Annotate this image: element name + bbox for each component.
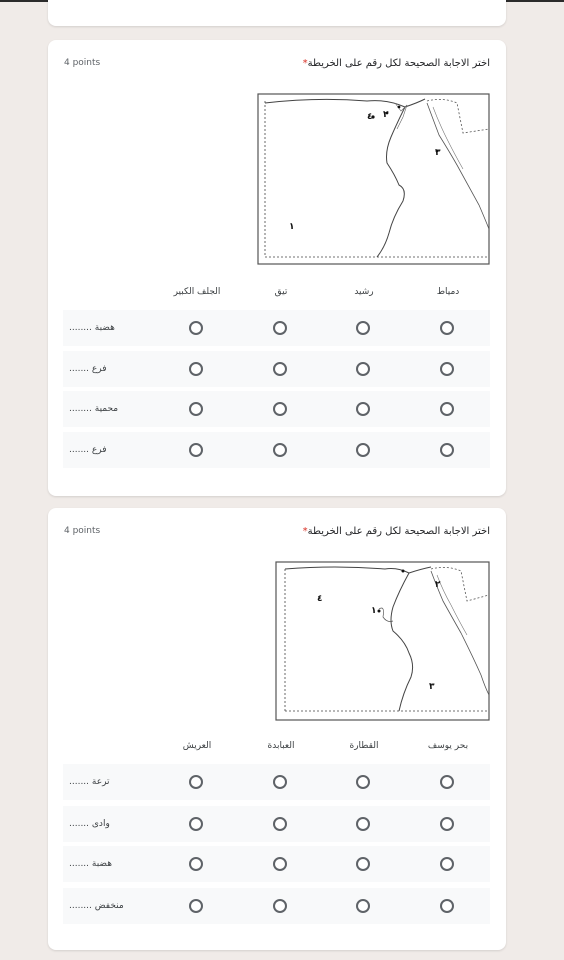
radio-option[interactable]: [440, 857, 454, 871]
required-asterisk: *: [302, 58, 308, 69]
question-title-text: اختر الاجابة الصحيحة لكل رقم على الخريطة: [307, 526, 490, 537]
radio-option[interactable]: [356, 817, 370, 831]
question-title: [300, 526, 490, 537]
column-header-3: العبابدة: [267, 741, 295, 751]
radio-option[interactable]: [356, 402, 370, 416]
radio-option[interactable]: [440, 775, 454, 789]
egypt-map-image: [257, 93, 490, 265]
grid-row-1: [63, 310, 490, 346]
radio-option[interactable]: [273, 817, 287, 831]
column-header-2: رشيد: [354, 287, 374, 297]
radio-option[interactable]: [440, 402, 454, 416]
map-number-3: ٣: [435, 148, 441, 158]
radio-option[interactable]: [273, 402, 287, 416]
map-number-3: ٣: [429, 682, 435, 692]
radio-option[interactable]: [440, 817, 454, 831]
row-label: ....... فرع: [69, 445, 107, 455]
radio-option[interactable]: [273, 775, 287, 789]
row-label: ........ منخفض: [69, 901, 124, 911]
grid-row-2: [63, 806, 490, 842]
radio-option[interactable]: [189, 775, 203, 789]
radio-option[interactable]: [189, 321, 203, 335]
grid-row-3: [63, 846, 490, 882]
map-number-2: ٢: [383, 110, 389, 120]
radio-option[interactable]: [189, 817, 203, 831]
row-label: ....... وادى: [69, 819, 110, 829]
row-label: ........ محمية: [69, 404, 119, 414]
radio-option[interactable]: [273, 857, 287, 871]
grid-row-1: [63, 764, 490, 800]
previous-question-card: [48, 0, 506, 26]
radio-option[interactable]: [356, 443, 370, 457]
column-header-4: الجلف الكبير: [173, 287, 221, 297]
map-number-1: ١: [289, 222, 295, 232]
column-header-4: العريش: [182, 741, 212, 751]
grid-row-3: [63, 391, 490, 427]
row-label: ....... فرع: [69, 364, 107, 374]
map-number-2: ٢: [435, 580, 441, 590]
map-number-4: ٤: [317, 594, 323, 604]
grid-row-4: [63, 888, 490, 924]
grid-row-2: [63, 351, 490, 387]
radio-option[interactable]: [189, 857, 203, 871]
question-title-text: اختر الاجابة الصحيحة لكل رقم على الخريطة: [307, 58, 490, 69]
radio-option[interactable]: [189, 443, 203, 457]
radio-option[interactable]: [440, 362, 454, 376]
grid-row-4: [63, 432, 490, 468]
radio-option[interactable]: [273, 362, 287, 376]
radio-option[interactable]: [356, 775, 370, 789]
radio-option[interactable]: [440, 899, 454, 913]
column-header-3: تيق: [274, 287, 288, 297]
radio-option[interactable]: [273, 443, 287, 457]
row-label: ........ هضبة: [69, 323, 115, 333]
points-label: 4 points: [64, 58, 101, 68]
question-header: [64, 58, 490, 74]
column-header-2: القطارة: [349, 741, 379, 751]
question-card-2: [48, 508, 506, 950]
radio-option[interactable]: [189, 899, 203, 913]
column-header-1: دمياط: [436, 287, 460, 297]
column-header-1: بحر يوسف: [427, 741, 469, 751]
row-label: ....... ترعة: [69, 777, 110, 787]
map-number-1: ١: [371, 606, 377, 616]
radio-option[interactable]: [356, 362, 370, 376]
radio-option[interactable]: [440, 443, 454, 457]
question-title: [300, 58, 490, 69]
question-card-1: [48, 40, 506, 496]
required-asterisk: *: [302, 526, 308, 537]
radio-option[interactable]: [356, 857, 370, 871]
map-number-4: ٤: [367, 112, 373, 122]
radio-option[interactable]: [273, 899, 287, 913]
question-header: [64, 526, 490, 542]
radio-option[interactable]: [273, 321, 287, 335]
radio-option[interactable]: [189, 402, 203, 416]
points-label: 4 points: [64, 526, 101, 536]
radio-option[interactable]: [356, 899, 370, 913]
egypt-map-image: [275, 561, 490, 721]
radio-option[interactable]: [440, 321, 454, 335]
radio-option[interactable]: [189, 362, 203, 376]
radio-option[interactable]: [356, 321, 370, 335]
row-label: ....... هضبة: [69, 859, 112, 869]
